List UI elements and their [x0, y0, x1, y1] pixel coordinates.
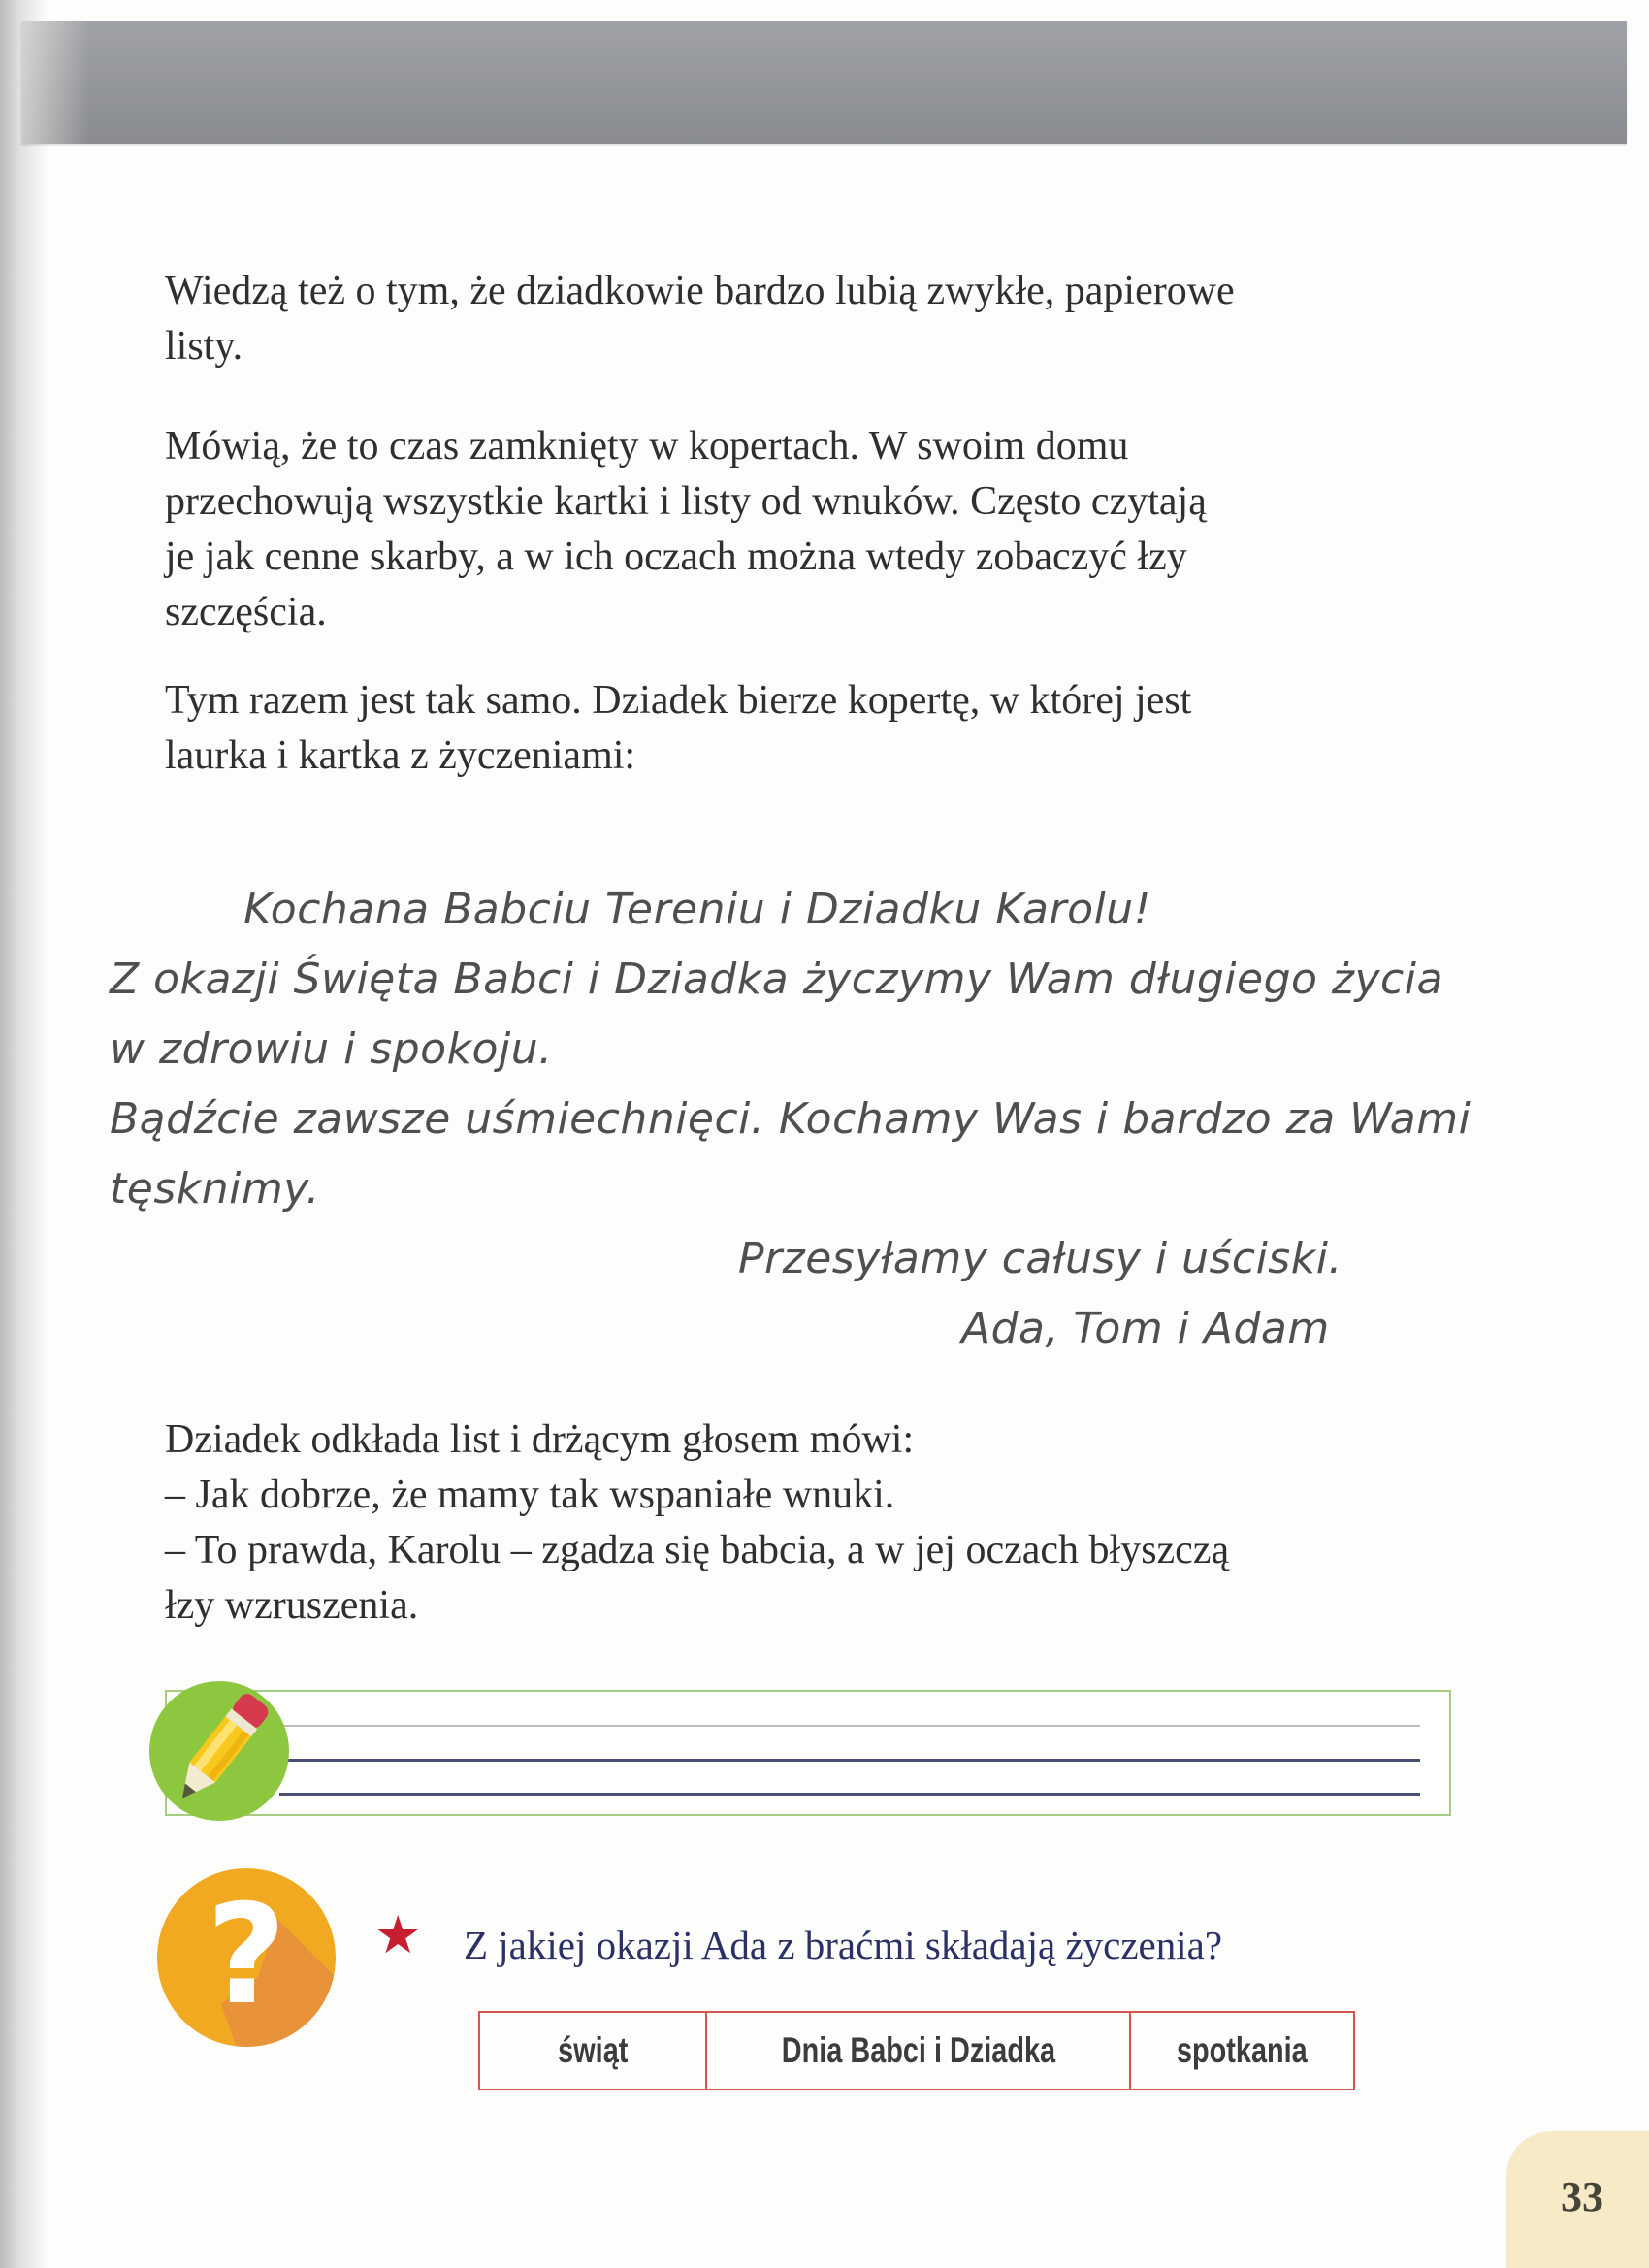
story-line: laurka i kartka z życzeniami:	[165, 733, 636, 778]
story-dialogue	[165, 1412, 1484, 1634]
header-bar	[21, 21, 1627, 144]
letter-body-line: Bądźcie zawsze uśmiechnięci. Kochamy Was i bardzo za Wami	[110, 1094, 1471, 1144]
answer-options-table	[478, 2011, 1355, 2090]
writing-rule-line	[279, 1793, 1420, 1796]
dialogue-line: Dziadek odkłada list i drżącym głosem mówi:	[165, 1417, 915, 1462]
story-line: szczęścia.	[165, 590, 327, 634]
answer-option-label: świąt	[557, 2030, 629, 2070]
answer-option[interactable]	[1129, 2013, 1353, 2089]
story-paragraph-1	[165, 264, 1484, 374]
writing-exercise-box[interactable]	[165, 1690, 1451, 1816]
story-paragraph-3	[165, 673, 1484, 784]
writing-rule-line	[279, 1725, 1420, 1727]
story-line: listy.	[165, 324, 243, 369]
pencil-icon	[149, 1681, 289, 1821]
letter-signature: Ada, Tom i Adam	[961, 1304, 1330, 1353]
dialogue-line: – Jak dobrze, że mamy tak wspaniałe wnuki.	[165, 1473, 895, 1517]
exercise-question: Z jakiej okazji Ada z braćmi składają życzenia?	[464, 1923, 1223, 1967]
story-line: je jak cenne skarby, a w ich oczach można wtedy zobaczyć łzy	[165, 535, 1187, 579]
story-line: Tym razem jest tak samo. Dziadek bierze kopertę, w której jest	[165, 678, 1192, 723]
story-line: Mówią, że to czas zamknięty w kopertach. W swoim domu	[165, 424, 1129, 469]
star-icon: ★	[374, 1904, 422, 1965]
page-number: 33	[1561, 2173, 1603, 2220]
answer-option-label: spotkania	[1177, 2030, 1308, 2070]
answer-option[interactable]	[480, 2013, 705, 2089]
scan-edge-shadow	[0, 0, 50, 2268]
story-line: przechowują wszystkie kartki i listy od wnuków. Często czytają	[165, 479, 1207, 524]
letter-closing: Przesyłamy całusy i uściski.	[738, 1234, 1342, 1283]
dialogue-line: – To prawda, Karolu – zgadza się babcia, a w jej oczach błyszczą	[165, 1528, 1230, 1572]
letter-body-line: Z okazji Święta Babci i Dziadka życzymy Wam długiego życia	[110, 955, 1443, 1004]
story-line: Wiedzą też o tym, że dziadkowie bardzo lubią zwykłe, papierowe	[165, 269, 1235, 313]
page-number-tab	[1506, 2131, 1649, 2268]
question-glyph: ?	[206, 1875, 287, 2035]
letter-body-line: w zdrowiu i spokoju.	[110, 1024, 553, 1074]
answer-option[interactable]	[705, 2013, 1129, 2089]
question-mark-icon	[157, 1868, 336, 2047]
answer-option-label: Dnia Babci i Dziadka	[781, 2030, 1055, 2070]
letter-salutation: Kochana Babciu Tereniu i Dziadku Karolu!	[243, 885, 1151, 934]
story-paragraph-2	[165, 419, 1484, 640]
dialogue-line: łzy wzruszenia.	[165, 1583, 419, 1628]
letter-body-line: tęsknimy.	[110, 1164, 320, 1214]
writing-rule-line	[279, 1759, 1420, 1762]
greeting-card-letter	[110, 875, 1506, 1364]
